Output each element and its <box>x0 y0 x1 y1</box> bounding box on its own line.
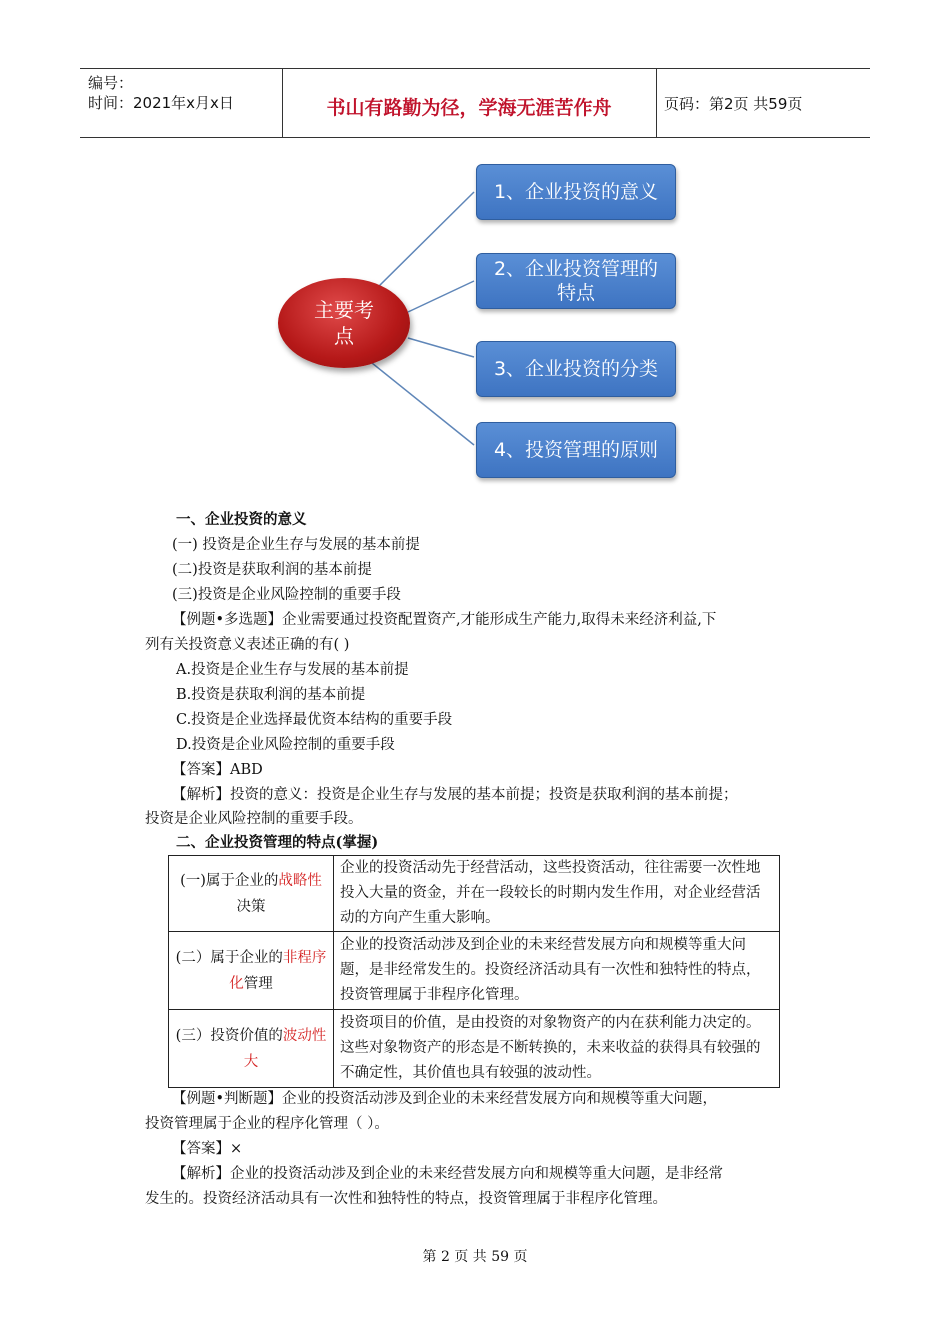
table-row <box>169 932 780 1010</box>
label-highlight: 战略性 <box>278 872 322 889</box>
option-c: C.投资是企业选择最优资本结构的重要手段 <box>176 712 453 728</box>
label-text: 管理 <box>243 975 273 992</box>
diagram-connectors <box>0 0 950 500</box>
diagram-node-2 <box>476 253 676 309</box>
example-question-line: 【例题•多选题】企业需要通过投资配置资产,才能形成生产能力,取得未来经济利益,下 <box>172 612 717 628</box>
label-highlight: 非程序化 <box>229 949 327 992</box>
example-question-line: 列有关投资意义表述正确的有( ) <box>145 637 350 653</box>
label-text: (二）属于企业的 <box>175 949 283 966</box>
section1-item: (三)投资是企业风险控制的重要手段 <box>172 587 401 603</box>
option-a: A.投资是企业生存与发展的基本前提 <box>176 662 409 678</box>
node-label: 4、投资管理的原则 <box>493 439 659 461</box>
table-cell-desc: 企业的投资活动先于经营活动，这些投资活动，往往需要一次性地投入大量的资金，并在一段较长的时期内发生作用，对企业经营活动的方向产生重大影响。 <box>334 856 780 932</box>
analysis-line: 发生的。投资经济活动具有一次性和独特性的特点，投资管理属于非程序化管理。 <box>145 1191 667 1207</box>
time-label: 时间：2021年x月x日 <box>88 94 234 112</box>
section1-item: (一) 投资是企业生存与发展的基本前提 <box>172 537 420 553</box>
table-cell-label <box>169 932 334 1010</box>
answer-line: 【答案】ABD <box>172 762 263 778</box>
label-highlight: 波动性大 <box>243 1027 327 1070</box>
node-label: 3、企业投资的分类 <box>493 358 659 380</box>
connector-line <box>408 281 474 312</box>
page-footer: 第 2 页 共 59 页 <box>422 1249 528 1265</box>
example-question-line: 【例题•判断题】企业的投资活动涉及到企业的未来经营发展方向和规模等重大问题， <box>172 1091 718 1107</box>
analysis-line: 投资是企业风险控制的重要手段。 <box>145 811 363 827</box>
answer-line: 【答案】× <box>172 1141 243 1157</box>
section2-heading: 二、企业投资管理的特点(掌握) <box>176 834 379 851</box>
section1-heading: 一、企业投资的意义 <box>176 511 307 528</box>
label-text: (三）投资价值的 <box>175 1027 283 1044</box>
number-label: 编号： <box>88 74 134 92</box>
analysis-line: 【解析】投资的意义：投资是企业生存与发展的基本前提；投资是获取利润的基本前提； <box>172 787 738 803</box>
table-row <box>169 1010 780 1088</box>
diagram-node-1 <box>476 164 676 220</box>
table-cell-label <box>169 1010 334 1088</box>
node-label: 2、企业投资管理的特点 <box>493 258 659 304</box>
header-motto: 书山有路勤为径，学海无涯苦作舟 <box>326 97 612 119</box>
table-cell-desc: 投资项目的价值，是由投资的对象物资产的内在获利能力决定的。这些对象物资产的形态是不断转换的，未来收益的获得具有较强的不确定性，其价值也具有较强的波动性。 <box>334 1010 780 1088</box>
diagram-center-node <box>278 278 410 368</box>
table-row <box>169 856 780 932</box>
section1-item: (二)投资是获取利润的基本前提 <box>172 562 372 578</box>
connector-line <box>372 363 474 445</box>
header-page-label: 页码：第2页 共59页 <box>664 95 803 113</box>
table-cell-label <box>169 856 334 932</box>
diagram-node-3 <box>476 341 676 397</box>
label-text: (一)属于企业的 <box>180 872 279 889</box>
analysis-line: 【解析】企业的投资活动涉及到企业的未来经营发展方向和规模等重大问题，是非经常 <box>172 1166 723 1182</box>
option-b: B.投资是获取利润的基本前提 <box>176 687 366 703</box>
node-label: 1、企业投资的意义 <box>493 181 659 203</box>
label-text: 决策 <box>236 898 266 915</box>
table-cell-desc: 企业的投资活动涉及到企业的未来经营发展方向和规模等重大问题，是非经常发生的。投资经济活动具有一次性和独特性的特点，投资管理属于非程序化管理。 <box>334 932 780 1010</box>
example-question-line: 投资管理属于企业的程序化管理（ ）。 <box>145 1116 389 1132</box>
characteristics-table <box>168 855 780 1088</box>
center-node-label: 主要考点 <box>314 298 374 348</box>
connector-line <box>408 338 474 357</box>
option-d: D.投资是企业风险控制的重要手段 <box>176 737 395 753</box>
diagram-node-4 <box>476 422 676 478</box>
connector-line <box>376 192 474 289</box>
